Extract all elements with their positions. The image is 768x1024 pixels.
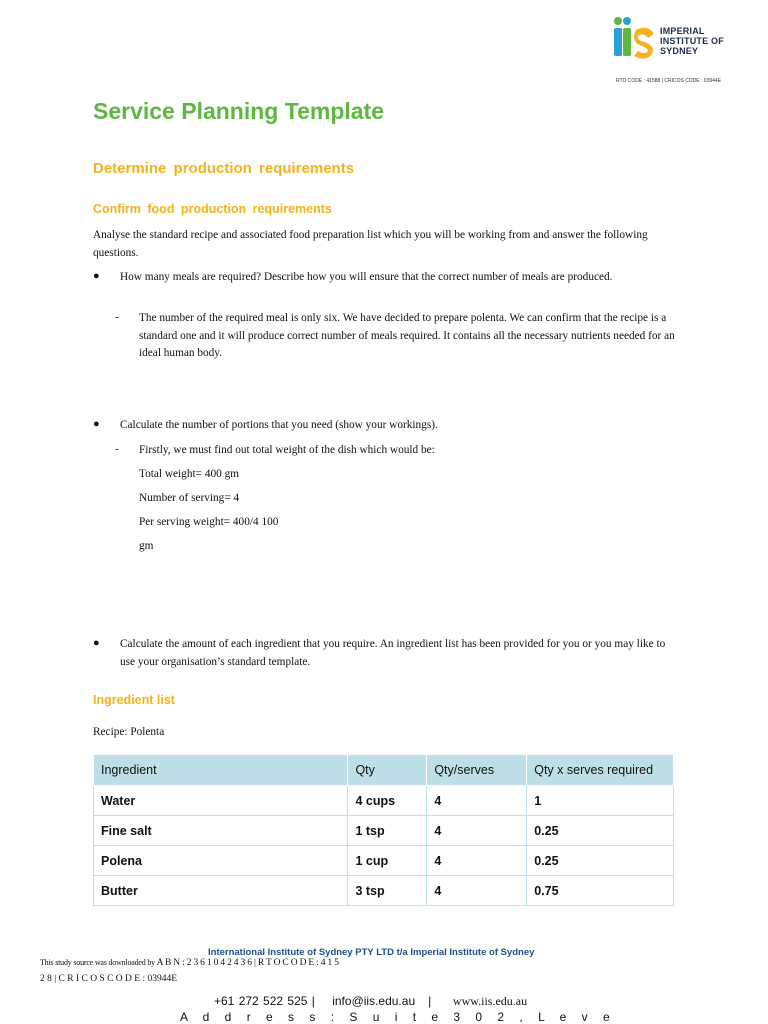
institute-logo (612, 16, 752, 84)
header-qty-x-serves: Qty x serves required (527, 755, 674, 786)
per-serving-unit: gm (139, 540, 154, 552)
cell-qty: 1 tsp (348, 816, 427, 846)
ingredient-list-heading: Ingredient list (93, 693, 175, 707)
cell-qty: 4 cups (348, 786, 427, 816)
subsection-heading: Confirm food production requirements (93, 202, 332, 216)
footer-study-source (40, 958, 339, 968)
page-title: Service Planning Template (93, 98, 385, 124)
cell-ingredient: Water (94, 786, 348, 816)
table-row (94, 846, 674, 876)
bullet-icon: ● (93, 270, 100, 282)
cell-qty: 1 cup (348, 846, 427, 876)
rto-cricos-code: RTO CODE : 41588 | CRICOS CODE : 03944E (616, 78, 722, 84)
cell-qty-serves: 4 (427, 816, 527, 846)
dash-marker: - (115, 443, 119, 455)
cell-qty-serves: 4 (427, 846, 527, 876)
table-row (94, 876, 674, 906)
footer-phone: +61 272 522 525 (214, 994, 308, 1008)
table-row (94, 816, 674, 846)
dash-marker: - (115, 311, 119, 323)
cell-required: 0.75 (527, 876, 674, 906)
footer-email[interactable]: info@iis.edu.au (332, 994, 416, 1008)
answer-meals: The number of the required meal is only six. We have decided to prepare polenta. We can confirm that the recipe is a standard one and it will produce correct number of meals required. It contains all the necessary nutrients needed for an ideal human body. (139, 312, 675, 359)
header-qty: Qty (348, 755, 427, 786)
per-serving-weight: Per serving weight= 400/4 100 (139, 516, 279, 528)
table-header-row (94, 755, 674, 786)
cell-qty-serves: 4 (427, 786, 527, 816)
number-of-servings: Number of serving= 4 (139, 492, 240, 504)
logo-wordmark (660, 26, 724, 56)
bullet-icon: ● (93, 637, 100, 649)
intro-paragraph: Analyse the standard recipe and associated food preparation list which you will be working from and answer the following questions. (93, 229, 648, 259)
question-portions: Calculate the number of portions that you need (show your workings). (120, 419, 438, 431)
footer-cricos: 2 8 | C R I C O S C O D E : 03944E (40, 974, 178, 984)
cell-qty-serves: 4 (427, 876, 527, 906)
bullet-icon: ● (93, 418, 100, 430)
logo-line: IMPERIAL (660, 26, 705, 36)
logo-line: SYDNEY (660, 46, 699, 56)
ingredient-table (93, 754, 674, 906)
question-ingredients: Calculate the amount of each ingredient that you require. An ingredient list has been provided for you or you may like to use your organisation’s standard template. (120, 638, 666, 668)
cell-required: 0.25 (527, 816, 674, 846)
total-weight: Total weight= 400 gm (139, 468, 240, 480)
iis-logo-icon (612, 16, 658, 60)
header-qty-serves: Qty/serves (427, 755, 527, 786)
cell-ingredient: Fine salt (94, 816, 348, 846)
cell-ingredient: Polena (94, 846, 348, 876)
logo-line: INSTITUTE OF (660, 36, 724, 46)
answer-portions-intro: Firstly, we must find out total weight of the dish which would be: (139, 444, 435, 456)
question-meals: How many meals are required? Describe how you will ensure that the correct number of meals are produced. (120, 271, 613, 283)
footer-organisation: International Institute of Sydney PTY LTD t/a Imperial Institute of Sydney (208, 947, 535, 958)
study-source-abn: A B N : 2 3 6 1 0 4 2 4 3 6 | R T O C O D E : 4 1 5 (156, 958, 339, 968)
footer-contact: +61 272 522 525 | info@iis.edu.au | www.iis.edu.au (214, 994, 528, 1008)
header-ingredient: Ingredient (94, 755, 348, 786)
cell-required: 1 (527, 786, 674, 816)
cell-ingredient: Butter (94, 876, 348, 906)
footer-address: A d d r e s s : S u i t e 3 0 2 , L e v e (180, 1010, 616, 1024)
cell-required: 0.25 (527, 846, 674, 876)
table-row (94, 786, 674, 816)
recipe-label: Recipe: Polenta (93, 726, 165, 738)
section-heading: Determine production requirements (93, 160, 355, 177)
cell-qty: 3 tsp (348, 876, 427, 906)
footer-website[interactable]: www.iis.edu.au (452, 994, 528, 1008)
study-source-label: This study source was downloaded by (40, 958, 155, 967)
